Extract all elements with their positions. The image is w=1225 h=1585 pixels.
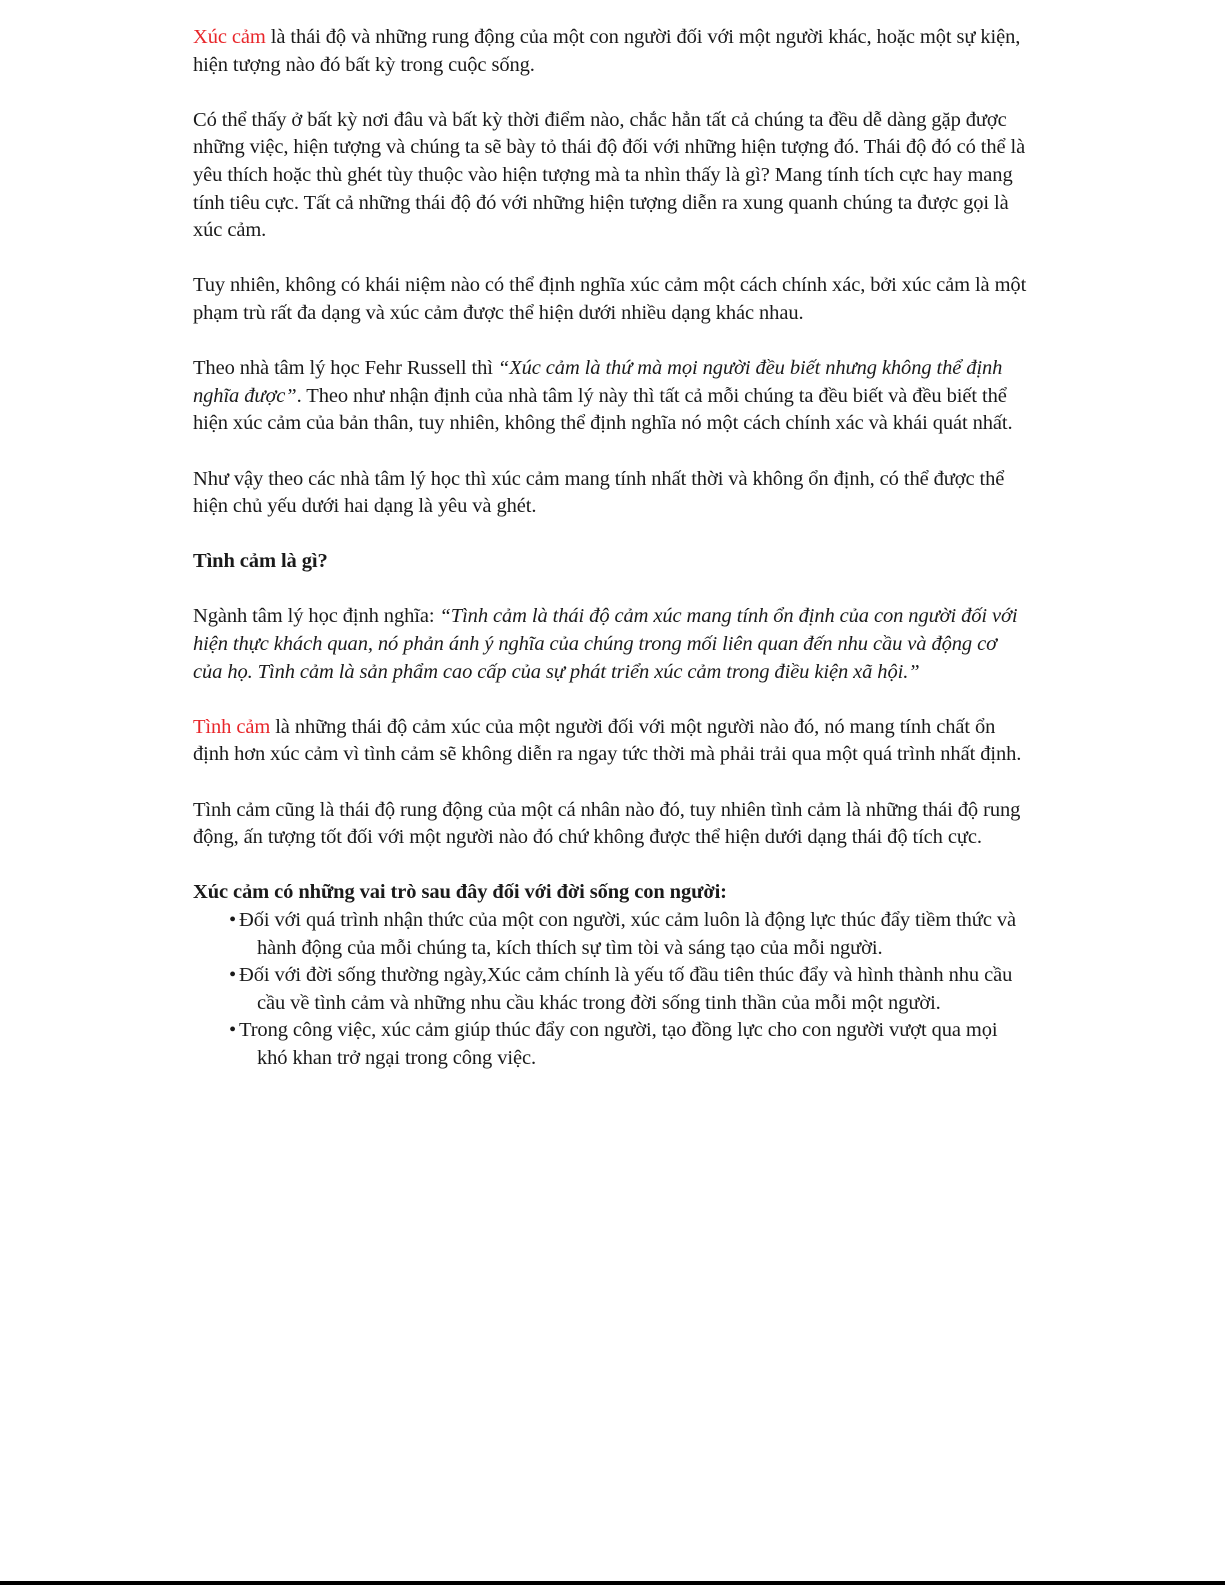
- bullet-icon: •: [229, 1019, 237, 1042]
- bullet-icon: •: [229, 909, 237, 931]
- term-tinh-cam-link[interactable]: Tình cảm: [193, 715, 271, 738]
- heading-what-is-feeling: Tình cảm là gì?: [193, 550, 328, 573]
- term-xuc-cam-link[interactable]: Xúc cảm: [193, 26, 266, 48]
- paragraph-emotion-everyday: Có thể thấy ở bất kỳ nơi đâu và bất kỳ thời điểm nào, chắc hẳn tất cả chúng ta đều dễ dàng gặp được những việc, hiện tượng và chúng ta sẽ bày tỏ thái độ đối với những hiện tượng đó. Thái độ đó có thể là yêu thích hoặc thù ghét tùy thuộc vào hiện tượng mà ta nhìn thấy là gì? Mang tính tích cực hay mang tính tiêu cực. Tất cả những thái độ đó với những hiện tượng diễn ra xung quanh chúng ta được gọi là xúc cảm.: [193, 108, 1026, 242]
- paragraph-intro: Theo nhà tâm lý học Fehr Russell thì: [193, 357, 498, 380]
- paragraph-emotion-summary: Như vậy theo các nhà tâm lý học thì xúc cảm mang tính nhất thời và không ổn định, có thể được thể hiện chủ yếu dưới hai dạng là yêu và ghét.: [193, 467, 1005, 518]
- paragraph-feeling-attitude: Tình cảm cũng là thái độ rung động của một cá nhân nào đó, tuy nhiên tình cảm là những thái độ rung động, ấn tượng tốt đối với một người nào đó chứ không được thể hiện dưới dạng thái độ tích cực.: [193, 798, 1021, 849]
- list-item-text: Đối với quá trình nhận thức của một con người, xúc cảm luôn là động lực thúc đẩy tiềm thức và hành động của mỗi chúng ta, kích thích sự tìm tòi và sáng tạo của mỗi người.: [239, 909, 1016, 959]
- definition-intro: Ngành tâm lý học định nghĩa:: [193, 605, 440, 628]
- list-item-text: Trong công việc, xúc cảm giúp thúc đẩy con người, tạo đồng lực cho con người vượt qua mọi khó khan trở ngại trong công việc.: [239, 1019, 998, 1069]
- paragraph-fehr-russell: [193, 355, 1028, 438]
- heading-emotion-roles: Xúc cảm có những vai trò sau đây đối với đời sống con người:: [193, 881, 727, 904]
- list-item: [229, 962, 1028, 1017]
- bullet-icon: •: [229, 964, 237, 987]
- page-bottom-border: [0, 1581, 1225, 1585]
- roles-list: [193, 907, 1028, 1073]
- list-item: [229, 1017, 1028, 1072]
- paragraph-rest: . Theo như nhận định của nhà tâm lý này thì tất cả mỗi chúng ta đều biết và đều biết thể hiện xúc cảm của bản thân, tuy nhiên, không thể định nghĩa nó một cách chính xác và khái quát nhất.: [193, 384, 1013, 435]
- fehr-russell-quote: “Xúc cảm là thứ mà mọi người đều biết nhưng không thể định nghĩa được”: [193, 357, 1003, 407]
- paragraph-text: là những thái độ cảm xúc của một người đối với một người nào đó, nó mang tính chất ổn định hơn xúc cảm vì tình cảm sẽ không diễn ra ngay tức thời mà phải trải qua một quá trình nhất định.: [193, 715, 1022, 766]
- paragraph-feeling-definition: [193, 603, 1028, 686]
- document-page: [193, 24, 1028, 1073]
- paragraph-emotion-definition: [193, 24, 1028, 79]
- definition-quote: “Tình cảm là thái độ cảm xúc mang tính ổn định của con người đối với hiện thực khách quan, nó phản ánh ý nghĩa của chúng trong mối liên quan đến nhu cầu và động cơ của họ. Tình cảm là sản phẩm cao cấp của sự phát triển xúc cảm trong điều kiện xã hội.”: [193, 605, 1018, 683]
- paragraph-feeling-stable: [193, 714, 1028, 769]
- list-item-text: Đối với đời sống thường ngày,Xúc cảm chính là yếu tố đầu tiên thúc đẩy và hình thành nhu cầu cầu về tình cảm và những nhu cầu khác trong đời sống tinh thần của mỗi một người.: [239, 964, 1013, 1014]
- paragraph-emotion-no-definition: Tuy nhiên, không có khái niệm nào có thể định nghĩa xúc cảm một cách chính xác, bởi xúc cảm là một phạm trù rất đa dạng và xúc cảm được thể hiện dưới nhiều dạng khác nhau.: [193, 274, 1027, 324]
- list-item: [229, 907, 1028, 962]
- paragraph-text: là thái độ và những rung động của một con người đối với một người khác, hoặc một sự kiện, hiện tượng nào đó bất kỳ trong cuộc sống.: [193, 26, 1021, 76]
